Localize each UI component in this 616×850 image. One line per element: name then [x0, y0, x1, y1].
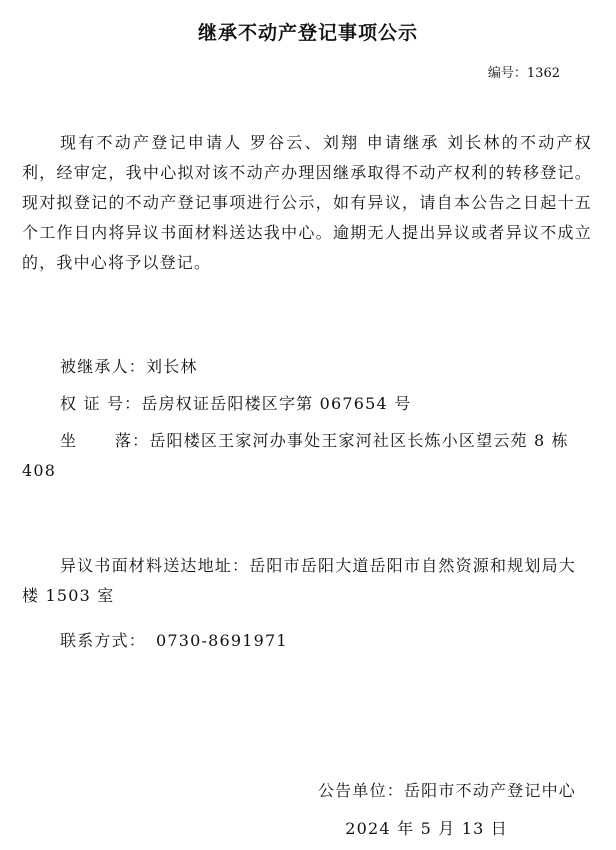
document-number: 编号：1362: [487, 66, 560, 81]
contact-label: 联系方式：: [60, 631, 147, 650]
notice-paragraph: 现有不动产登记申请人 罗谷云、刘翔 申请继承 刘长林的不动产权利，经审定，我中心拟对该不动产办理因继承取得不动产权利的转移登记。现对拟登记的不动产登记事项进行公示，如有异议，请自本公告之日起十五个工作日内将异议书面材料送达我中心。逾期无人提出异议或者异议不成立的，我中心将予以登记。: [22, 133, 592, 272]
certificate-value: 岳房权证岳阳楼区字第 067654 号: [141, 394, 412, 413]
decedent-value: 刘长林: [146, 357, 198, 376]
decedent-row: [22, 352, 592, 382]
issuer: 公告单位：岳阳市不动产登记中心: [317, 781, 576, 800]
contact-row: [22, 626, 592, 656]
objection-address: 异议书面材料送达地址：岳阳市岳阳大道岳阳市自然资源和规划局大楼 1503 室: [22, 556, 577, 605]
location-row: [22, 426, 592, 486]
certificate-label: 权 证 号：: [60, 394, 142, 413]
notice-date: 2024 年 5 月 13 日: [345, 819, 508, 838]
contact-value: 0730-8691971: [156, 631, 288, 650]
decedent-label: 被继承人：: [60, 357, 147, 376]
location-label: 坐 落：: [60, 431, 150, 450]
location-value: 岳阳楼区王家河办事处王家河社区长炼小区望云苑 8 栋 408: [22, 431, 569, 480]
page-title: 继承不动产登记事项公示: [197, 22, 418, 44]
certificate-row: [22, 389, 592, 419]
